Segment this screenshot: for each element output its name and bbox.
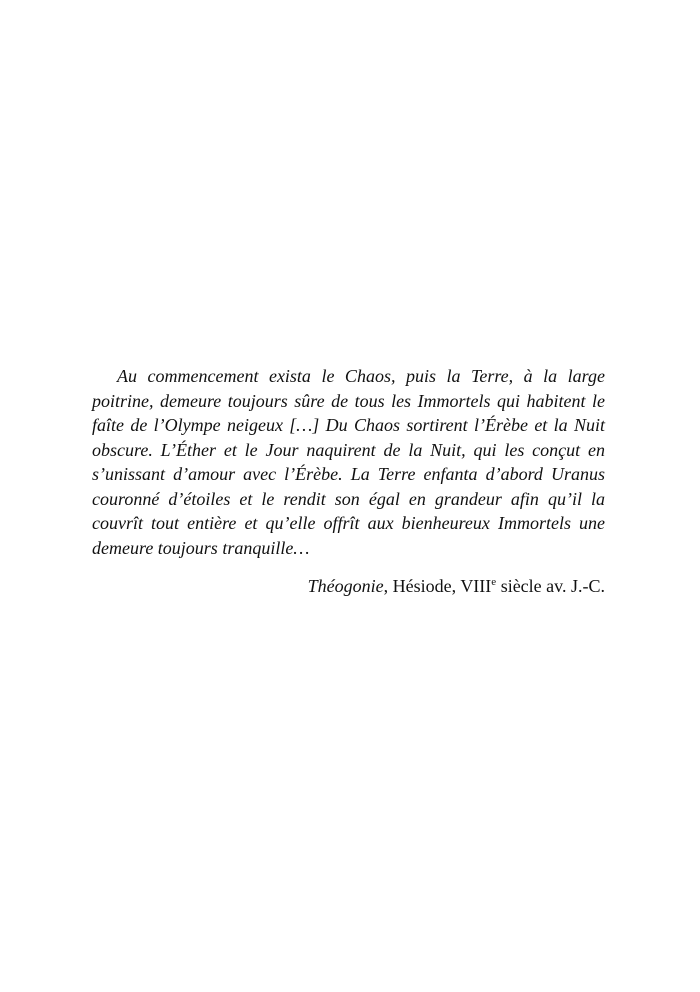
era-text: siècle av. J.-C. [496,576,605,596]
epigraph-attribution [92,574,605,598]
author-separator: , [451,576,461,596]
epigraph-quote: Au commencement exista le Chaos, puis la Terre, à la large poitrine, demeure toujours sûre de tous les Immortels qui habitent le faîte de l’Olympe neigeux […] Du Chaos sortirent l’Érèbe et la Nuit obscure. L’Éther et le Jour naquirent de la Nuit, qui les conçut en s’unissant d’amour avec l’Érèbe. La Terre enfanta d’abord Uranus couronné d’étoiles et le rendit son égal en grandeur afin qu’il la couvrît tout entière et qu’elle offrît aux bienheureux Immortels une demeure toujours tranquille… [92,366,605,558]
author-name: Hésiode [392,576,452,596]
attribution-separator: , [383,576,393,596]
century-suffix: e [491,576,497,588]
century-numeral: VIII [460,576,492,596]
epigraph [92,364,605,598]
work-title: Théogonie [307,576,384,596]
